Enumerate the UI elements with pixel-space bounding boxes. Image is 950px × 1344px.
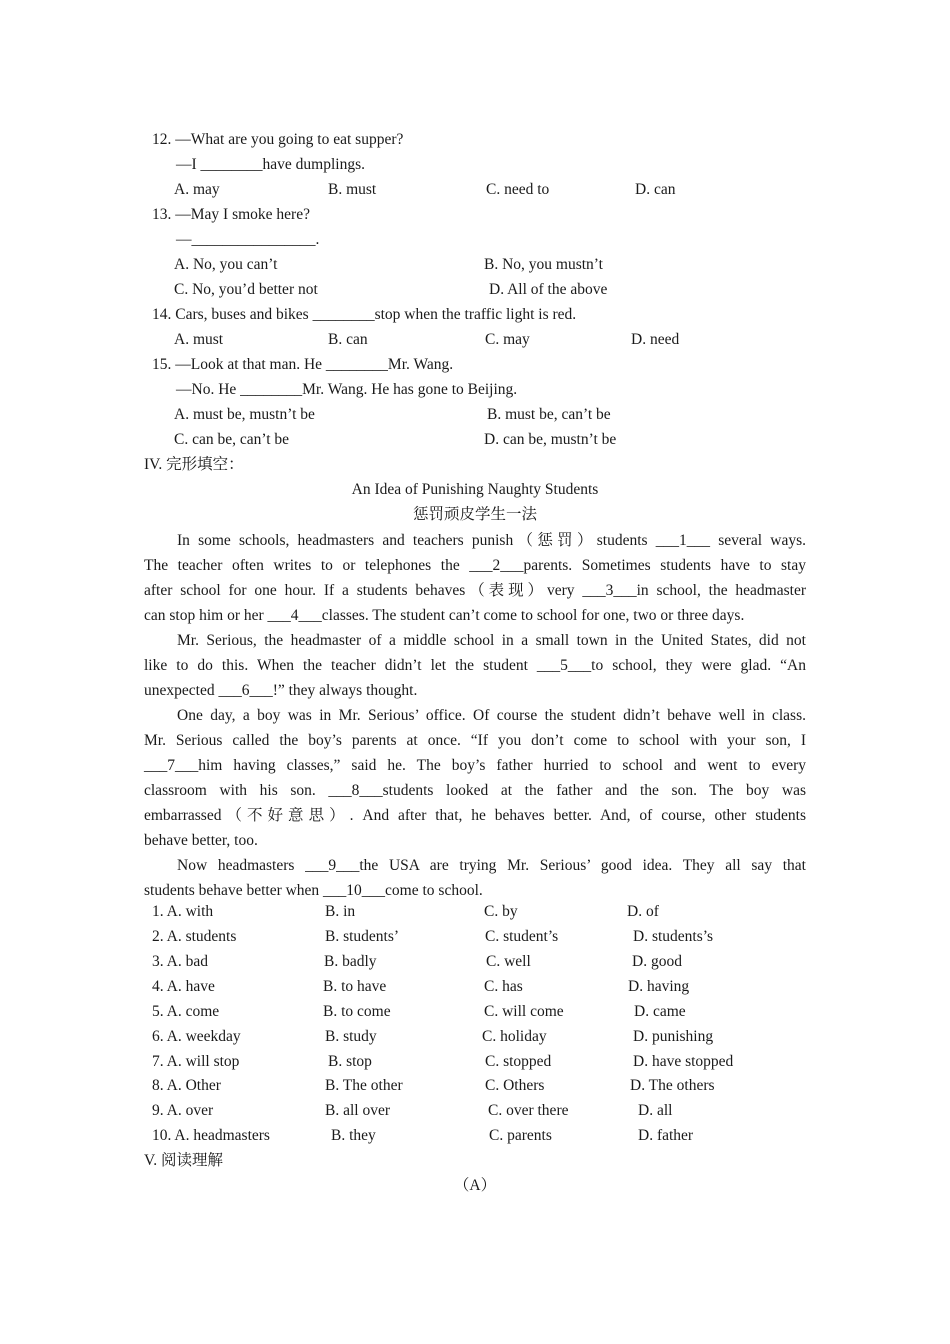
cloze-q3-d: D. good xyxy=(632,953,682,970)
cloze-q10-a: 10. A. headmasters xyxy=(152,1127,270,1144)
passage-line: classroom with his son. ___8___students looked at the father and the son. The boy was xyxy=(144,782,806,799)
cloze-q2-a: 2. A. students xyxy=(152,928,237,945)
cloze-q6-b: B. study xyxy=(325,1028,377,1045)
cloze-q9-b: B. all over xyxy=(325,1102,390,1119)
section4-heading: IV. 完形填空： xyxy=(144,456,244,473)
cloze-q10-b: B. they xyxy=(331,1127,376,1144)
cloze-q2-b: B. students’ xyxy=(325,928,400,945)
cloze-q10-d: D. father xyxy=(638,1127,694,1144)
passage-title-en: An Idea of Punishing Naughty Students xyxy=(351,481,599,498)
q15-option-c: C. can be, can’t be xyxy=(174,431,290,448)
q13-stem: 13. —May I smoke here? xyxy=(152,206,310,223)
q14-option-d: D. need xyxy=(631,331,680,348)
cloze-q5-a: 5. A. come xyxy=(152,1003,220,1020)
q15-stem: 15. —Look at that man. He ________Mr. Wang. xyxy=(152,356,454,373)
cloze-q1-b: B. in xyxy=(325,903,356,920)
passage-line: behave better, too. xyxy=(144,832,258,849)
cloze-q4-d: D. having xyxy=(628,978,690,995)
cloze-q5-b: B. to come xyxy=(323,1003,391,1020)
cloze-q3-a: 3. A. bad xyxy=(152,953,208,970)
cloze-q9-d: D. all xyxy=(638,1102,673,1119)
cloze-q1-c: C. by xyxy=(484,903,518,920)
q14-option-a: A. must xyxy=(174,331,224,348)
q13-option-a: A. No, you can’t xyxy=(174,256,278,273)
q14-option-c: C. may xyxy=(485,331,530,348)
cloze-q9-c: C. over there xyxy=(488,1102,569,1119)
cloze-q7-b: B. stop xyxy=(328,1053,372,1070)
q12-option-a: A. may xyxy=(174,181,220,198)
section5-heading: V. 阅读理解 xyxy=(144,1152,223,1169)
cloze-q8-c: C. Others xyxy=(485,1077,545,1094)
cloze-q7-a: 7. A. will stop xyxy=(152,1053,240,1070)
q15-option-b: B. must be, can’t be xyxy=(487,406,611,423)
passage-line: like to do this. When the teacher didn’t let the student ___5___to school, they were glad. “An xyxy=(144,657,806,674)
q14-option-b: B. can xyxy=(328,331,368,348)
passage-line: after school for one hour. If a students behaves（表现）very ___3___in school, the headmaster xyxy=(144,582,806,599)
passage-line: In some schools, headmasters and teachers punish（惩罚）students ___1___ several ways. xyxy=(177,532,806,549)
cloze-q4-b: B. to have xyxy=(323,978,387,995)
passage-line: One day, a boy was in Mr. Serious’ office. Of course the student didn’t behave well in class. xyxy=(177,707,806,724)
q12-line2: —I ________have dumplings. xyxy=(176,156,365,173)
passage-line: students behave better when ___10___come to school. xyxy=(144,882,483,899)
cloze-q6-a: 6. A. weekday xyxy=(152,1028,241,1045)
q15-option-d: D. can be, mustn’t be xyxy=(484,431,617,448)
q13-option-b: B. No, you mustn’t xyxy=(484,256,603,273)
passage-line: ___7___him having classes,” said he. The boy’s father hurried to school and went to every xyxy=(144,757,806,774)
q12-option-c: C. need to xyxy=(486,181,550,198)
q12-option-b: B. must xyxy=(328,181,377,198)
cloze-q8-d: D. The others xyxy=(630,1077,715,1094)
q14-stem: 14. Cars, buses and bikes ________stop when the traffic light is red. xyxy=(152,306,577,323)
cloze-q10-c: C. parents xyxy=(489,1127,552,1144)
cloze-q4-a: 4. A. have xyxy=(152,978,215,995)
cloze-q1-a: 1. A. with xyxy=(152,903,214,920)
passage-line: can stop him or her ___4___classes. The student can’t come to school for one, two or three days. xyxy=(144,607,745,624)
cloze-q3-c: C. well xyxy=(486,953,531,970)
cloze-q2-d: D. students’s xyxy=(633,928,714,945)
q15-line2: —No. He ________Mr. Wang. He has gone to Beijing. xyxy=(176,381,518,398)
cloze-q2-c: C. student’s xyxy=(485,928,559,945)
passage-line: The teacher often writes to or telephones the ___2___parents. Sometimes students have to stay xyxy=(144,557,806,574)
cloze-q5-c: C. will come xyxy=(484,1003,564,1020)
section5-subheading: （A） xyxy=(453,1177,497,1194)
cloze-q4-c: C. has xyxy=(484,978,523,995)
q13-line2: —________________. xyxy=(176,231,320,248)
q12-stem: 12. —What are you going to eat supper? xyxy=(152,131,404,148)
cloze-q6-c: C. holiday xyxy=(482,1028,547,1045)
q13-option-c: C. No, you’d better not xyxy=(174,281,318,298)
cloze-q8-b: B. The other xyxy=(325,1077,403,1094)
passage-line: embarrassed（不好意思）. And after that, he behaves better. And, of course, other students xyxy=(144,807,806,824)
q13-option-d: D. All of the above xyxy=(489,281,608,298)
cloze-q8-a: 8. A. Other xyxy=(152,1077,221,1094)
cloze-q7-c: C. stopped xyxy=(485,1053,552,1070)
cloze-q7-d: D. have stopped xyxy=(633,1053,734,1070)
cloze-q3-b: B. badly xyxy=(324,953,377,970)
passage-line: Mr. Serious, the headmaster of a middle school in a small town in the United States, did not xyxy=(177,632,806,649)
passage-line: unexpected ___6___!” they always thought. xyxy=(144,682,418,699)
cloze-q5-d: D. came xyxy=(634,1003,686,1020)
q15-option-a: A. must be, mustn’t be xyxy=(174,406,315,423)
q12-option-d: D. can xyxy=(635,181,676,198)
cloze-q9-a: 9. A. over xyxy=(152,1102,214,1119)
passage-title-cn: 惩罚顽皮学生一法 xyxy=(412,506,537,523)
passage-line: Mr. Serious called the boy’s parents at once. “If you don’t come to school with your son, I xyxy=(144,732,806,749)
cloze-q1-d: D. of xyxy=(627,903,659,920)
passage-line: Now headmasters ___9___the USA are trying Mr. Serious’ good idea. They all say that xyxy=(177,857,806,874)
cloze-q6-d: D. punishing xyxy=(633,1028,714,1045)
